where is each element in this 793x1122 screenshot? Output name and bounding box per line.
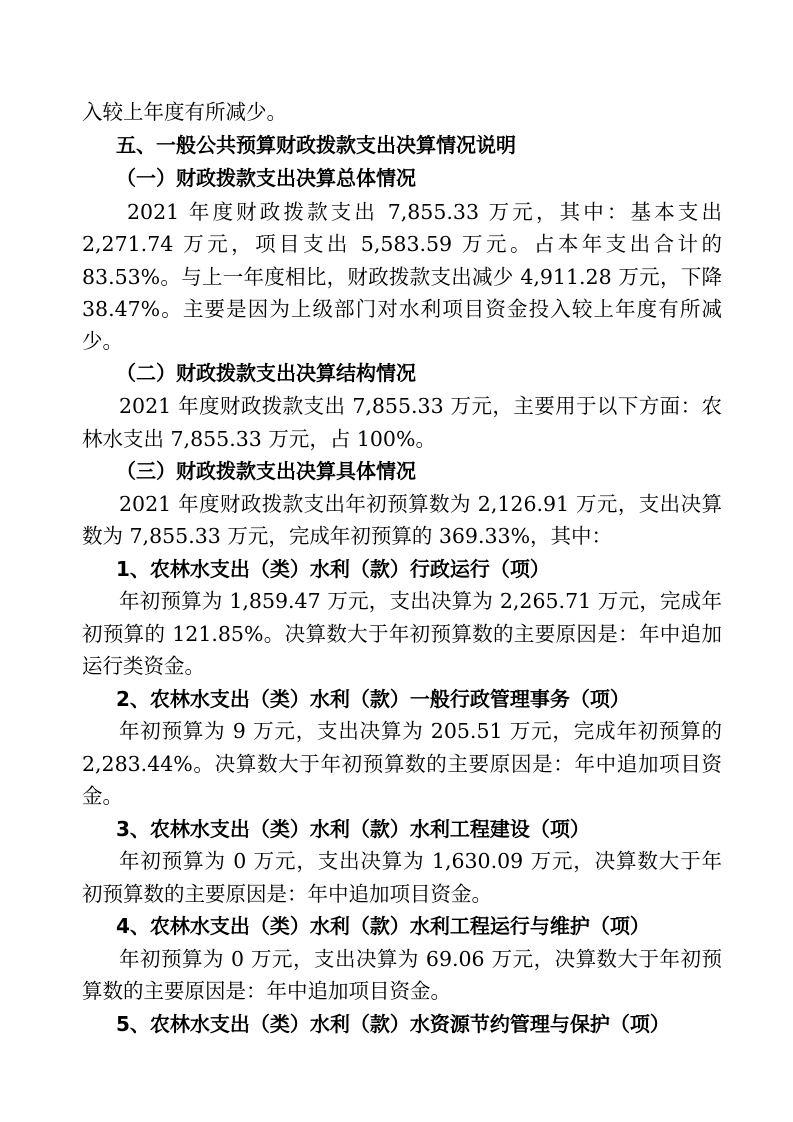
paragraph-line: 83.53%。与上一年度相比，财政拨款支出减少 4,911.28 万元，下降 (82, 265, 722, 289)
subsection-heading: （一）财政拨款支出决算总体情况 (116, 166, 416, 190)
paragraph-line: 运行类资金。 (82, 654, 205, 678)
paragraph-line: 年初预算为 9 万元，支出决算为 205.51 万元，完成年初预算的 (119, 719, 722, 743)
paragraph-line: 38.47%。主要是因为上级部门对水利项目资金投入较上年度有所减 (82, 297, 722, 321)
paragraph-line: 2021 年度财政拨款支出年初预算数为 2,126.91 万元，支出决算 (119, 492, 722, 516)
paragraph-line: 2,271.74 万元，项目支出 5,583.59 万元。占本年支出合计的 (82, 232, 722, 256)
paragraph-line: 算数的主要原因是：年中追加项目资金。 (82, 979, 451, 1003)
section-heading: 五、一般公共预算财政拨款支出决算情况说明 (116, 133, 516, 157)
paragraph-line: 少。 (82, 329, 123, 353)
paragraph-line: 金。 (82, 784, 123, 808)
paragraph-line: 数为 7,855.33 万元，完成年初预算的 369.33%，其中： (82, 524, 613, 548)
paragraph-line: 初预算的 121.85%。决算数大于年初预算数的主要原因是：年中追加 (82, 622, 722, 646)
subsection-heading: （三）财政拨款支出决算具体情况 (116, 459, 416, 483)
paragraph-line: 年初预算为 1,859.47 万元，支出决算为 2,265.71 万元，完成年 (119, 589, 722, 613)
paragraph-line: 年初预算为 0 万元，支出决算为 69.06 万元，决算数大于年初预 (119, 947, 722, 971)
paragraph-line: 年初预算为 0 万元，支出决算为 1,630.09 万元，决算数大于年 (119, 849, 722, 873)
paragraph-line: 2021 年度财政拨款支出 7,855.33 万元，主要用于以下方面：农 (119, 394, 722, 418)
paragraph-line: 初预算数的主要原因是：年中追加项目资金。 (82, 882, 492, 906)
paragraph-line: 林水支出 7,855.33 万元，占 100%。 (82, 427, 436, 451)
item-heading: 4、农林水支出（类）水利（款）水利工程运行与维护（项） (116, 914, 650, 938)
item-heading: 2、农林水支出（类）水利（款）一般行政管理事务（项） (116, 687, 630, 711)
item-heading: 5、农林水支出（类）水利（款）水资源节约管理与保护（项） (116, 1012, 670, 1036)
item-heading: 3、农林水支出（类）水利（款）水利工程建设（项） (116, 817, 590, 841)
item-heading: 1、农林水支出（类）水利（款）行政运行（项） (116, 557, 550, 581)
paragraph-line: 2021 年度财政拨款支出 7,855.33 万元，其中：基本支出 (127, 200, 722, 224)
paragraph-line: 2,283.44%。决算数大于年初预算数的主要原因是：年中追加项目资 (82, 752, 722, 776)
paragraph-line: 入较上年度有所减少。 (82, 100, 287, 124)
subsection-heading: （二）财政拨款支出决算结构情况 (116, 361, 416, 385)
